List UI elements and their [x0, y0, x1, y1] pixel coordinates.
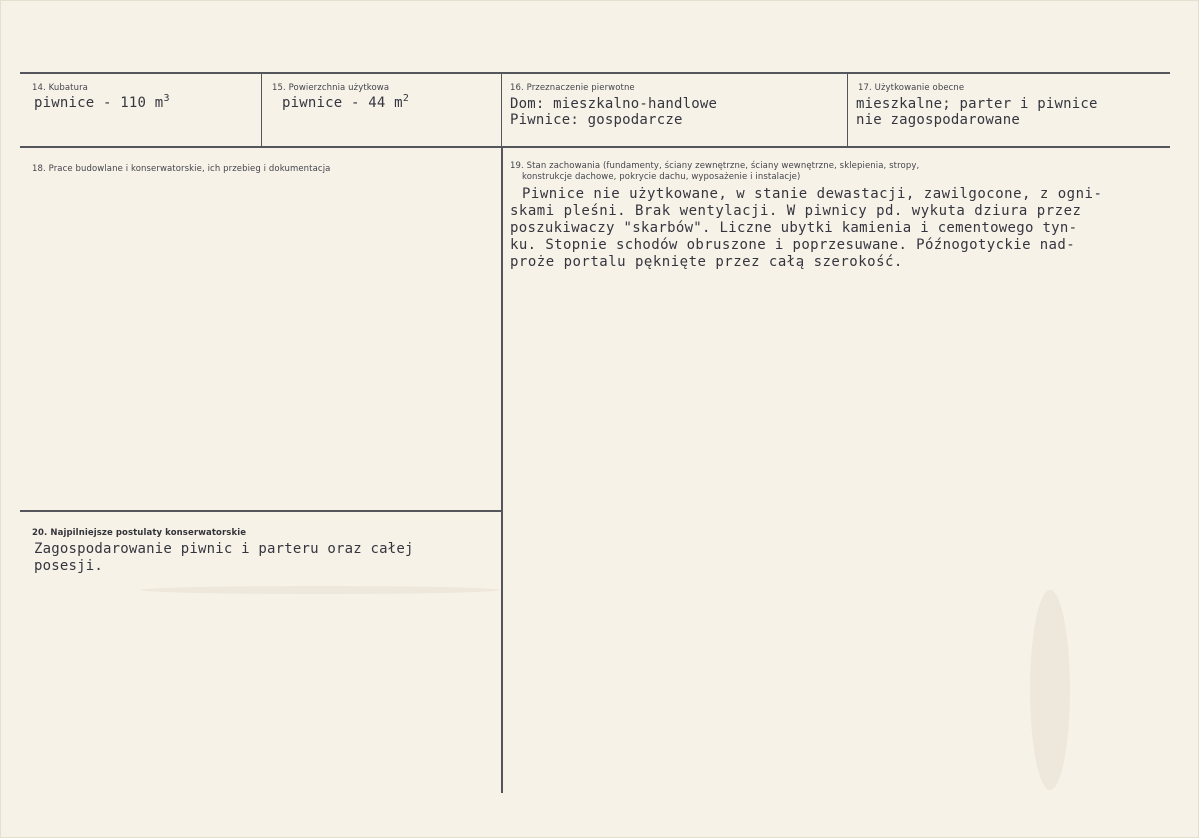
divider-left-right: [501, 148, 503, 793]
field-17-label: 17. Użytkowanie obecne: [858, 83, 965, 93]
field-20-line-1: Zagospodarowanie piwnic i parteru oraz całej: [34, 541, 414, 557]
field-14-text: piwnice - 110 m: [34, 95, 164, 111]
field-14-value: [34, 95, 170, 112]
field-19-label-line-2: konstrukcje dachowe, pokrycie dachu, wyposażenie i instalacje): [522, 172, 801, 182]
field-16-line-1: Dom: mieszkalno-handlowe: [510, 96, 718, 112]
field-19-line-3: poszukiwaczy "skarbów". Liczne ubytki kamienia i cementowego tyn-: [510, 220, 1078, 236]
field-17-line-2: nie zagospodarowane: [856, 112, 1020, 128]
row1-bottom-rule: [20, 146, 1170, 148]
field-20-line-2: posesji.: [34, 558, 104, 574]
field-15-text: piwnice - 44 m: [282, 95, 403, 111]
paper-stain: [140, 586, 500, 594]
field-19-line-5: proże portalu pęknięte przez całą szerokość.: [510, 254, 903, 270]
field-15-unit-exponent: 2: [402, 93, 410, 104]
divider-14-15: [261, 74, 262, 146]
field-16-label: 16. Przeznaczenie pierwotne: [510, 83, 635, 93]
field-20-label: 20. Najpilniejsze postulaty konserwatorskie: [32, 528, 247, 538]
field-19-label-line-1: 19. Stan zachowania (fundamenty, ściany zewnętrzne, ściany wewnętrzne, sklepienia, stropy,: [510, 161, 920, 171]
section20-top-rule: [20, 510, 501, 512]
field-17-line-1: mieszkalne; parter i piwnice: [856, 96, 1098, 112]
divider-15-16: [501, 74, 502, 146]
paper-stain: [1030, 590, 1070, 790]
field-16-line-2: Piwnice: gospodarcze: [510, 112, 683, 128]
field-14-unit-exponent: 3: [163, 93, 170, 104]
field-15-label: 15. Powierzchnia użytkowa: [272, 83, 390, 93]
divider-16-17: [847, 74, 848, 146]
field-19-line-1: Piwnice nie użytkowane, w stanie dewastacji, zawilgocone, z ogni-: [522, 186, 1103, 202]
field-15-value: [282, 95, 409, 112]
field-18-label: 18. Prace budowlane i konserwatorskie, ich przebieg i dokumentacja: [32, 164, 331, 174]
field-19-line-2: skami pleśni. Brak wentylacji. W piwnicy pd. wykuta dziura przez: [510, 203, 1082, 219]
field-19-line-4: ku. Stopnie schodów obruszone i poprzesuwane. Późnogotyckie nad-: [510, 237, 1076, 253]
top-rule: [20, 72, 1170, 74]
field-14-label: 14. Kubatura: [32, 83, 88, 93]
